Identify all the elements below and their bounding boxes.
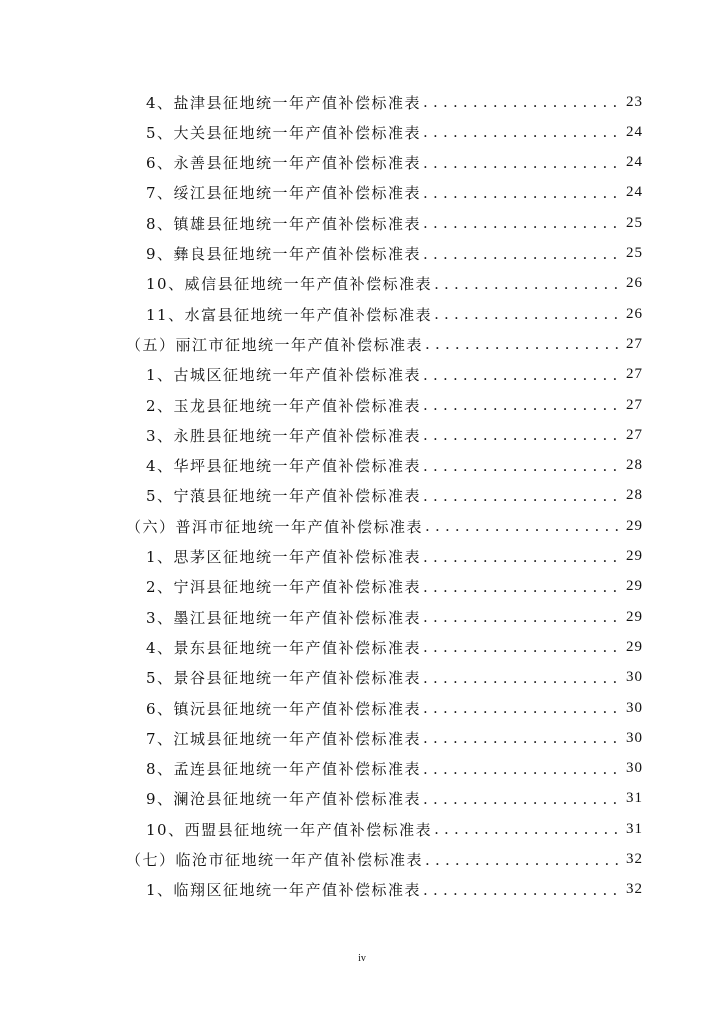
toc-entry[interactable]	[146, 575, 643, 599]
toc-entry-title: 4、景东县征地统一年产值补偿标准表	[146, 638, 422, 657]
toc-entry-page-number: 29	[626, 578, 643, 595]
dot-leader	[423, 578, 618, 596]
dot-leader	[423, 154, 618, 172]
toc-entry[interactable]	[146, 242, 643, 266]
dot-leader	[423, 123, 618, 141]
dot-leader	[425, 517, 618, 535]
toc-entry-title: 3、墨江县征地统一年产值补偿标准表	[146, 608, 422, 627]
dot-leader	[423, 669, 618, 687]
dot-leader	[423, 93, 618, 111]
dot-leader	[423, 245, 618, 263]
toc-entry-title: 1、临翔区征地统一年产值补偿标准表	[146, 881, 422, 900]
toc-entry-title: 5、宁蒗县征地统一年产值补偿标准表	[146, 487, 422, 506]
dot-leader	[434, 275, 618, 293]
dot-leader	[423, 426, 618, 444]
toc-entry-title: 8、孟连县征地统一年产值补偿标准表	[146, 760, 422, 779]
toc-entry-page-number: 29	[626, 638, 643, 655]
toc-entry[interactable]	[146, 90, 643, 114]
toc-entry-title: 3、永胜县征地统一年产值补偿标准表	[146, 426, 422, 445]
dot-leader	[423, 184, 618, 202]
toc-entry[interactable]	[146, 817, 643, 841]
toc-entry-page-number: 27	[626, 335, 643, 352]
dot-leader	[423, 790, 618, 808]
dot-leader	[423, 457, 618, 475]
toc-entry[interactable]	[146, 151, 643, 175]
toc-entry[interactable]	[146, 726, 643, 750]
toc-entry-title: 11、水富县征地统一年产值补偿标准表	[146, 305, 433, 324]
toc-entry-page-number: 27	[626, 426, 643, 443]
toc-entry-title: 2、玉龙县征地统一年产值补偿标准表	[146, 396, 422, 415]
dot-leader	[425, 335, 618, 353]
toc-entry[interactable]	[146, 423, 643, 447]
toc-entry-page-number: 28	[626, 487, 643, 504]
toc-entry-page-number: 24	[626, 184, 643, 201]
toc-entry-page-number: 30	[626, 669, 643, 686]
toc-entry-title: （五）丽江市征地统一年产值补偿标准表	[126, 335, 424, 354]
dot-leader	[423, 608, 618, 626]
toc-entry[interactable]	[146, 211, 643, 235]
toc-entry-title: 4、华坪县征地统一年产值补偿标准表	[146, 457, 422, 476]
toc-entry[interactable]	[146, 878, 643, 902]
dot-leader	[423, 638, 618, 656]
toc-entry-page-number: 24	[626, 123, 643, 140]
toc-entry-page-number: 30	[626, 699, 643, 716]
toc-entry-page-number: 29	[626, 608, 643, 625]
toc-entry-title: 6、镇沅县征地统一年产值补偿标准表	[146, 699, 422, 718]
toc-entry-page-number: 30	[626, 729, 643, 746]
toc-entry[interactable]	[126, 332, 643, 356]
dot-leader	[423, 487, 618, 505]
toc-entry-page-number: 25	[626, 245, 643, 261]
toc-entry-title: 9、彝良县征地统一年产值补偿标准表	[146, 245, 422, 263]
toc-entry-page-number: 28	[626, 457, 643, 474]
toc-entry-title: 9、澜沧县征地统一年产值补偿标准表	[146, 790, 422, 809]
toc-entry[interactable]	[146, 696, 643, 720]
dot-leader	[423, 366, 618, 384]
toc-entry-page-number: 29	[626, 517, 643, 534]
toc-entry-title: 2、宁洱县征地统一年产值补偿标准表	[146, 578, 422, 597]
dot-leader	[425, 851, 618, 869]
dot-leader	[423, 729, 618, 747]
toc-entry-page-number: 26	[626, 305, 643, 322]
toc-entry-page-number: 31	[626, 820, 643, 837]
toc-entry[interactable]	[146, 120, 643, 144]
toc-entry-page-number: 27	[626, 366, 643, 383]
toc-entry[interactable]	[126, 848, 643, 872]
toc-entry[interactable]	[146, 787, 643, 811]
dot-leader	[423, 396, 618, 414]
page-number: iv	[358, 953, 366, 964]
toc-entry[interactable]	[146, 635, 643, 659]
toc-entry-title: 1、思茅区征地统一年产值补偿标准表	[146, 548, 422, 566]
dot-leader	[423, 881, 618, 899]
toc-entry-page-number: 27	[626, 396, 643, 413]
toc-entry[interactable]	[146, 393, 643, 417]
toc-entry-title: 1、古城区征地统一年产值补偿标准表	[146, 366, 422, 385]
toc-entry[interactable]	[146, 272, 643, 296]
toc-entry[interactable]	[126, 514, 643, 538]
toc-entry[interactable]	[146, 181, 643, 205]
toc-entry-title: 8、镇雄县征地统一年产值补偿标准表	[146, 214, 422, 233]
toc-entry-page-number: 31	[626, 790, 643, 807]
toc-entry-title: 7、绥江县征地统一年产值补偿标准表	[146, 184, 422, 203]
dot-leader	[423, 699, 618, 717]
toc-entry[interactable]	[146, 757, 643, 781]
toc-entry[interactable]	[146, 363, 643, 387]
toc-entry[interactable]	[146, 484, 643, 508]
toc-entry[interactable]	[146, 302, 643, 326]
toc-entry-page-number: 32	[626, 851, 643, 867]
toc-entry-page-number: 25	[626, 214, 643, 231]
toc-entry-page-number: 29	[626, 548, 643, 564]
toc-entry-page-number: 23	[626, 93, 643, 110]
dot-leader	[423, 548, 618, 566]
toc-entry-title: 5、大关县征地统一年产值补偿标准表	[146, 123, 422, 142]
toc-entry[interactable]	[146, 666, 643, 690]
toc-entry-title: 7、江城县征地统一年产值补偿标准表	[146, 729, 422, 748]
toc-entry-page-number: 32	[626, 881, 643, 898]
toc-entry-title: 5、景谷县征地统一年产值补偿标准表	[146, 669, 422, 688]
toc-entry-title: （六）普洱市征地统一年产值补偿标准表	[126, 517, 424, 536]
dot-leader	[434, 820, 618, 838]
dot-leader	[434, 305, 618, 323]
toc-entry-title: 4、盐津县征地统一年产值补偿标准表	[146, 93, 422, 112]
toc-entry[interactable]	[146, 545, 643, 569]
toc-entry-title: 10、威信县征地统一年产值补偿标准表	[146, 275, 433, 294]
dot-leader	[423, 214, 618, 232]
toc-entry-page-number: 26	[626, 275, 643, 292]
toc-entry-title: 10、西盟县征地统一年产值补偿标准表	[146, 820, 433, 839]
toc-entry-title: 6、永善县征地统一年产值补偿标准表	[146, 154, 422, 173]
toc-entry-page-number: 24	[626, 154, 643, 171]
dot-leader	[423, 760, 618, 778]
toc-entry[interactable]	[146, 454, 643, 478]
toc-entry-title: （七）临沧市征地统一年产值补偿标准表	[126, 851, 424, 869]
toc-entry-page-number: 30	[626, 760, 643, 777]
toc-entry[interactable]	[146, 605, 643, 629]
